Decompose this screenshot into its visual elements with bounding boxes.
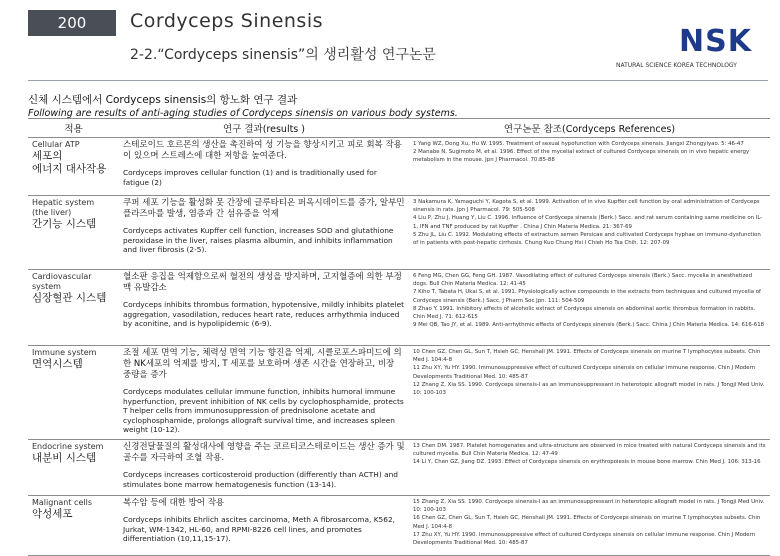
company-logo [616, 24, 766, 70]
result-cell [119, 270, 409, 346]
system-english: Hepatic system (the liver) [32, 198, 95, 217]
system-english: Cardiovascular system [32, 272, 92, 291]
reference-cell [409, 196, 770, 270]
result-cell [119, 440, 409, 496]
result-cell [119, 346, 409, 440]
table-header-row [28, 119, 770, 138]
header-application: 적용 [28, 119, 119, 138]
table-row [28, 196, 770, 270]
intro-english: Following are results of anti-aging studies of Cordyceps sinensis on various body systems. [28, 108, 458, 119]
result-english: Cordyceps activates Kupffer cell function, increases SOD and glutathione peroxidase in the liver, raises plasma albumin, and inhibits inflammation and liver fibrosis (2-5). [123, 226, 394, 255]
system-english: Cellular ATP [32, 140, 80, 149]
system-korean: 내분비 시스템 [32, 452, 97, 464]
header-references: 연구논문 참조(Cordyceps References) [409, 119, 770, 138]
result-korean: 스테로이드 호르몬의 생산을 촉진하여 성 기능을 향상시키고 피로 회복 작용이 있으며 스트레스에 대한 저항을 높여준다. [123, 140, 402, 161]
reference-list: 6 Feng MG, Chen GG, Feng GH. 1987. Vasodilating effect of cultured Cordyceps sinensis (Berk.) Sacc. mycelia in anesthetized dogs. Bull Chin Materia Medica. 12: 41-45 7 Kiho T, Tabata H, Ukai S, et al. 1991. Physiologically active compounds in the extracts from techniques and cultured mycelia of Cordyceps sinensis (Berk.) Sacc. J Pharm Soc Jpn. 111: 504-509 8 Zhao Y. 1991. Inhibitory effects of alcoholic extract of Cordyceps sinensis on abdominal aortic thrombus formation in rabbits. Chin Med J. 71: 612-615 9 Mei QB, Tao JY, et al. 1989. Anti-arrhythmic effects of Cordyceps sinensis (Berk.) Sacc. China J Chin Materia Medica. 14: 616-618 [413, 273, 765, 329]
system-korean: 악성세포 [32, 508, 73, 520]
table-row [28, 346, 770, 440]
logo-tagline: NATURAL SCIENCE KOREA TECHNOLOGY [616, 62, 737, 69]
result-korean: 조절 세포 면역 기능, 체력성 면역 기능 향진을 억제, 시클로포스파미드에 의한 NK세포의 억제를 방지, T 세포를 보호하며 생존 시간을 연장하고, 비장 중량을 증가 [123, 348, 402, 380]
reference-list: 13 Chen DM. 1987. Platelet homogenates and ultra-structure are observed in mice treated with natural Cordyceps sinensis and its cultured mycelia. Bull Chin Materia Medica. 12: 47-49 14 Li Y, Chen GZ, Jiang DZ. 1993. Effect of Cordyceps sinensis on erythropoiesis in mouse bone marrow. Chin Med J. 106: 313-16 [413, 443, 766, 466]
table-row [28, 496, 770, 556]
table-row [28, 270, 770, 346]
result-english: Cordyceps inhibits thrombus formation, hypotensive, mildly inhibits platelet aggregation, vasodilation, reduces heart rate, reduces arrhythmia induced by aconitine, and is hypolipidemic (6-9). [123, 300, 405, 329]
result-cell [119, 138, 409, 196]
table-row [28, 138, 770, 196]
system-korean: 세포의 에너지 대사작용 [32, 150, 107, 175]
result-english: Cordyceps modulates cellular immune function, inhibits humoral immune hyperfunction, prevent inhibition of NK cells by cyclophosphamide, protects T helper cells from immunosuppression of prednisolone acetate and cyclophosphamide, prolongs allograft survival time, and increases spleen weight (10-12). [123, 387, 404, 435]
logo-mark: NSK [679, 24, 752, 59]
result-cell [119, 196, 409, 270]
reference-cell [409, 496, 770, 556]
reference-cell [409, 138, 770, 196]
result-english: Cordyceps inhibits Ehrlich ascites carcinoma, Meth A fibrosarcoma, K562, Jurkat, WM-1342, HL-60, and RPMI-8226 cell lines, and promotes differentiation (10,11,15-17). [123, 515, 396, 544]
system-cell [28, 270, 119, 346]
system-cell [28, 496, 119, 556]
system-english: Malignant cells [32, 498, 92, 507]
page-header [0, 0, 780, 88]
section-subtitle: 2-2.“Cordyceps sinensis”의 생리활성 연구논문 [130, 47, 436, 63]
system-cell [28, 346, 119, 440]
reference-list: 3 Nakamura K, Yamaguchi Y, Kagota S, et al. 1999. Activation of in vivo Kupffer cell function by oral administration of Cordyceps sinensis in rats. Jpn J Pharmacol. 79: 505-508 4 Liu P, Zhu J, Huang Y, Liu C. 1996. Influence of Cordyceps sinensis (Berk.) Sacc. and rat serum containing same medicine on IL-1, IFN and TNF produced by rat Kupffer . China J Chin Materia Medica. 21: 367-69 5 Zhu JL, Liu C. 1992. Modulating effects of extractum semen Persicae and cultivated Cordyceps hyphae on immuno-dysfunction of in patients with post-hepatic cirrhosis. Chung Kuo Chung Hsi I Chieh Ho Tsa Chih. 12: 207-09 [413, 199, 763, 247]
system-korean: 면역시스템 [32, 358, 83, 370]
system-cell [28, 196, 119, 270]
result-korean: 혈소판 응집을 억제함으로써 혈전의 생성을 방지하며, 고지혈증에 의한 부정맥 유발감소 [123, 272, 402, 293]
reference-list: 15 Zhang Z, Xia SS. 1990. Cordyceps sinensis-I as an immunosuppressant in heterotopic allograft model in rats. J Tongji Med Univ. 10: 100-103 16 Chen GZ, Chen GL, Sun T, Hsieh GC, Henshall JM. 1991. Effects of Cordyceps sinensis on murine T lymphocytes subsets. Chin Med J. 104:4-8 17 Zhu XY, Yu HY. 1990. Immunosuppressive effect of cultured Cordyceps sinensis on cellular immune response. Chin J Modern Developments Traditional Med. 10: 485-87 [413, 499, 765, 547]
reference-cell [409, 270, 770, 346]
result-korean: 쿠퍼 세포 기능을 활성화 못 간장에 글루타티온 퍼옥시데이드를 증가, 알부민 플라즈마를 발생, 염증과 간 섬유증을 억제 [123, 198, 405, 219]
table-row [28, 440, 770, 496]
system-korean: 심장혈관 시스템 [32, 292, 107, 304]
header-results: 연구 결과(results ) [119, 119, 409, 138]
result-korean: 복수암 등에 대한 방어 작용 [123, 498, 225, 508]
intro-block [28, 92, 768, 119]
result-korean: 신경전달물질의 활성대사에 영향을 주는 코르티코스테로이드는 생산 증가 및 골수를 자극하여 조혈 작용. [123, 442, 405, 463]
result-english: Cordyceps improves cellular function (1) and is traditionally used for fatigue (2) [123, 168, 377, 187]
result-cell [119, 496, 409, 556]
intro-korean: 신체 시스템에서 Cordyceps sinensis의 항노화 연구 결과 [28, 94, 298, 106]
system-korean: 간기능 시스템 [32, 218, 97, 230]
table-body [28, 138, 770, 556]
reference-list: 1 Yang WZ, Dong Xu, Hu W. 1995. Treatment of sexual hypofunction with Cordyceps sinensis. Jiangxi Zhongyiyao. 5: 46-47 2 Manabe N, Sugimoto M, et al. 1996. Effect of the mycelial extract of cultured Cordyceps sinensis on in vivo hepatic energy metabolism in the mouse. Jpn J Pharmacol. 70:85-88 [413, 141, 750, 164]
system-english: Endocrine system [32, 442, 104, 451]
page-title: Cordyceps Sinensis [130, 10, 323, 32]
system-english: Immune system [32, 348, 97, 357]
system-cell [28, 440, 119, 496]
reference-list: 10 Chen GZ, Chen GL, Sun T, Hsieh GC, Henshall JM. 1991. Effects of Cordyceps sinensis on murine T lymphocytes subsets. Chin Med J. 104:4-8 11 Zhu XY, Yu HY. 1990. Immunosuppressive effect of cultured Cordyceps sinensis on cellular immune response. Chin J Modern Developments Traditional Med. 10: 485-87 12 Zhang Z, Xia SS. 1990. Cordyceps sinensis-I as an immunosuppressant in heterotopic allograft model in rats. J Tongji Med Univ. 10: 100-103 [413, 349, 765, 397]
system-cell [28, 138, 119, 196]
reference-cell [409, 346, 770, 440]
reference-cell [409, 440, 770, 496]
header-divider [28, 80, 768, 81]
research-table [28, 118, 770, 556]
result-english: Cordyceps increases corticosteroid production (differently than ACTH) and stimulates bone marrow hematogenesis function (13-14). [123, 470, 398, 489]
page-number-badge: 200 [28, 10, 116, 36]
